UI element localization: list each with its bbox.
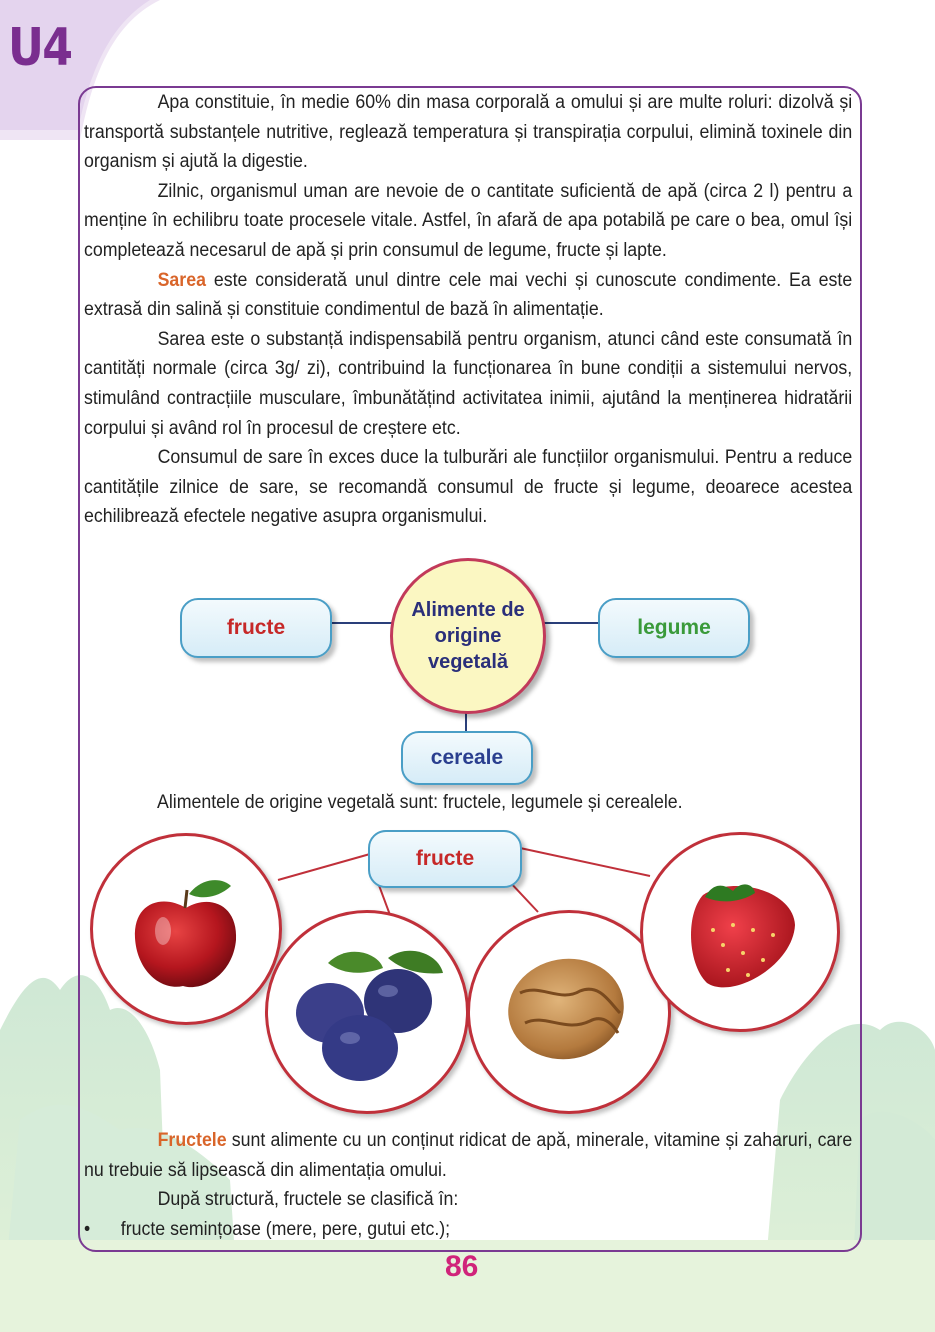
highlight-sarea: Sarea bbox=[157, 269, 206, 291]
paragraph-salt-1 bbox=[84, 266, 852, 325]
bullet-text: fructe semințoase (mere, pere, gutui etc.); bbox=[120, 1218, 451, 1240]
paragraph-water-1: Apa constituie, în medie 60% din masa corporală a omului și are multe roluri: dizolvă și transportă substanțele nutritive, reglează temperatura și transpirația corpului, elimină toxinele din organism și ajută la digestie. bbox=[84, 92, 853, 173]
bullet-item bbox=[84, 1215, 852, 1245]
paragraph-structura: După structură, fructele se clasifică în: bbox=[157, 1189, 459, 1211]
unit-label: U4 bbox=[8, 18, 72, 78]
walnut-icon bbox=[470, 913, 668, 1111]
apple-icon bbox=[93, 836, 279, 1022]
paragraph-water-2: Zilnic, organismul uman are nevoie de o cantitate suficientă de apă (circa 2 l) pentru a menține în echilibru toate procesele vitale. Astfel, în afară de apa potabilă pe care o bea, omul își completează necesarul de apă și prin consumul de legume, fructe și lapte. bbox=[84, 180, 853, 261]
bullet-dot: • bbox=[84, 1218, 91, 1240]
salt-paragraph-rest: este considerată unul dintre cele mai vechi și cunoscute condimente. Ea este extrasă din salină și constituie condimentul de bază în alimentație. bbox=[84, 269, 853, 321]
bottom-text bbox=[84, 1126, 852, 1244]
paragraph-salt-2: Sarea este o substanță indispensabilă pentru organism, atunci când este consumată în cantități normale (circa 3g/ zi), contribuind la funcționarea în bune condiții a sistemului nervos, stimulând contracțiile musculare, îmbunătățind activitatea inimii, ajutând la menținerea hidratării corpului și având rol în procesul de creștere etc. bbox=[84, 328, 853, 439]
center-node-label: Alimente de origine vegetală bbox=[411, 599, 525, 673]
photo-strawberry bbox=[640, 832, 840, 1032]
paragraph-salt-3: Consumul de sare în exces duce la tulburări ale funcțiilor organismului. Pentru a reduce cantitățile zilnice de sare, se recomandă consumul de fructe și legume, deoarece acestea echilibrează efectele negative asupra organismului. bbox=[84, 447, 853, 528]
plums-icon bbox=[268, 913, 466, 1111]
fruits-paragraph-rest: sunt alimente cu un conținut ridicat de apă, minerale, vitamine și zaharuri, care nu trebuie să lipsească din alimentația omului. bbox=[84, 1130, 853, 1181]
strawberry-icon bbox=[643, 835, 837, 1029]
node-fructe-photos: fructe bbox=[368, 830, 522, 888]
node-legume: legume bbox=[598, 598, 750, 658]
paragraph-fructe bbox=[84, 1126, 852, 1185]
node-alimente-vegetale bbox=[390, 558, 546, 714]
page-number: 86 bbox=[445, 1250, 479, 1283]
node-cereale: cereale bbox=[401, 731, 533, 785]
highlight-fructele: Fructele bbox=[157, 1130, 227, 1151]
node-fructe: fructe bbox=[180, 598, 332, 658]
main-text bbox=[84, 88, 852, 532]
photo-apple bbox=[90, 833, 282, 1025]
caption-alimente: Alimentele de origine vegetală sunt: fructele, legumele și cerealele. bbox=[157, 792, 683, 813]
photo-plums bbox=[265, 910, 469, 1114]
